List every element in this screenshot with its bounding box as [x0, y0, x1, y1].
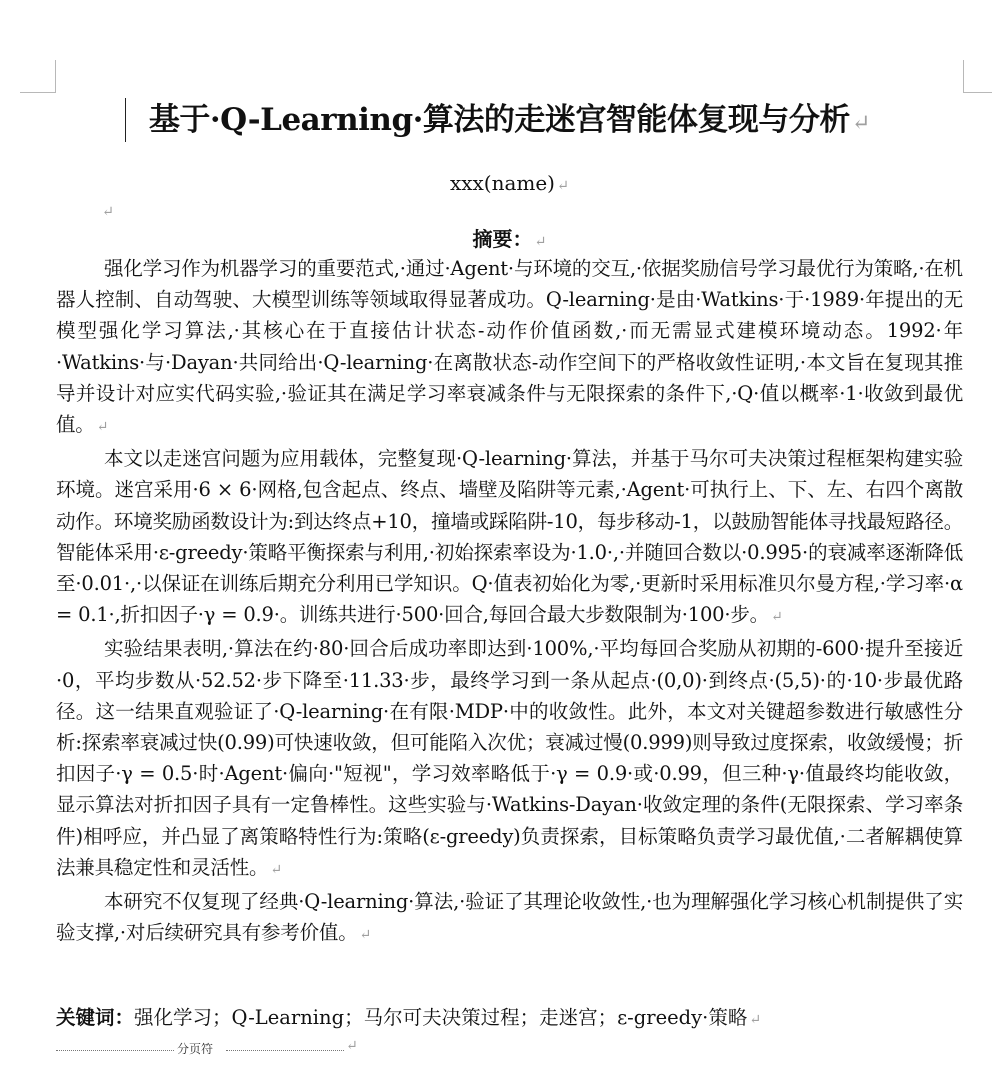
text-cursor — [125, 98, 126, 142]
paragraph-mark-icon: ↵ — [359, 927, 372, 944]
page-break-label: 分页符 — [177, 1042, 214, 1056]
keywords-label: 关键词： — [56, 1006, 135, 1029]
author-line[interactable] — [56, 168, 963, 201]
paragraph-mark-icon: ↵ — [749, 1012, 762, 1028]
page-break-line-left — [56, 1050, 174, 1051]
paragraph-mark-icon: ↵ — [557, 178, 570, 194]
page-break-line-right — [226, 1050, 344, 1051]
paragraph-mark-icon: ↵ — [270, 861, 282, 878]
abstract-paragraph-3[interactable] — [56, 633, 963, 886]
abstract-body — [56, 253, 963, 951]
keywords-line[interactable] — [56, 1002, 963, 1036]
abstract-heading-text: 摘要： — [472, 227, 533, 251]
paragraph-mark-icon: ↵ — [346, 1038, 358, 1054]
paragraph-text: 本研究不仅复现了经典·Q-learning·算法,·验证了其理论收敛性,·也为理解强化学习核心机制提供了实验支撑,·对后续研究具有参考价值。 — [56, 890, 963, 945]
page-break[interactable] — [56, 1040, 356, 1058]
paragraph-mark-icon: ↵ — [96, 419, 109, 436]
paragraph-text: 本文以走迷宫问题为应用载体，完整复现·Q-learning·算法，并基于马尔可夫决策过程框架构建实验环境。迷宫采用·6 × 6·网格,包含起点、终点、墙壁及陷阱等元素,·Agent·可执行上、下、左、右四个离散动作。环境奖励函数设计为:到达终点+10，撞墙或踩陷阱-10，每步移动-1，以鼓励智能体寻找最短路径。智能体采用·ε-greedy·策略平衡探索与利用,·初始探索率设为·1.0·,·并随回合数以·0.995·的衰减率逐渐降低至·0.01·,·以保证在训练后期充分利用已学知识。Q·值表初始化为零,·更新时采用标准贝尔曼方程,·学习率·α = 0.1·,折扣因子·γ = 0.9·。训练共进行·500·回合,每回合最大步数限制为·100·步。 — [56, 447, 963, 627]
crop-mark-top-left — [20, 60, 56, 93]
crop-mark-top-right — [963, 60, 992, 93]
abstract-paragraph-2[interactable] — [56, 443, 963, 633]
paragraph-mark-icon: ↵ — [770, 609, 783, 626]
paragraph-text: 强化学习作为机器学习的重要范式,·通过·Agent·与环境的交互,·依据奖励信号学习最优行为策略,·在机器人控制、自动驾驶、大模型训练等领域取得显著成功。Q-learning·是由·Watkins·于·1989·年提出的无模型强化学习算法,·其核心在于直接估计状态-动作价值函数,·而无需显式建模环境动态。1992·年·Watkins·与·Dayan·共同给出·Q-learning·在离散状态-动作空间下的严格收敛性证明,·本文旨在复现其推导并设计对应实代码实验,·验证其在满足学习率衰减条件与无限探索的条件下,·Q·值以概率·1·收敛到最优值。 — [56, 257, 963, 437]
title-text: 基于·Q-Learning·算法的走迷宫智能体复现与分析 — [148, 102, 850, 138]
empty-paragraph[interactable] — [100, 196, 114, 225]
paragraph-mark-icon: ↵ — [534, 234, 547, 250]
paragraph-text: 实验结果表明,·算法在约·80·回合后成功率即达到·100%,·平均每回合奖励从初期的-600·提升至接近·0，平均步数从·52.52·步下降至·11.33·步，最终学习到一条从起点·(0,0)·到终点·(5,5)·的·10·步最优路径。这一结果直观验证了·Q-learning·在有限·MDP·中的收敛性。此外，本文对关键超参数进行敏感性分析:探索率衰减过快(0.99)可快速收敛，但可能陷入次优；衰减过慢(0.999)则导致过度探索，收敛缓慢；折扣因子·γ = 0.5·时·Agent·偏向·"短视"，学习效率略低于·γ = 0.9·或·0.99，但三种·γ·值最终均能收敛，显示算法对折扣因子具有一定鲁棒性。这些实验与·Watkins-Dayan·收敛定理的条件(无限探索、学习率条件)相呼应，并凸显了离策略特性行为:策略(ε-greedy)负责探索，目标策略负责学习最优值,·二者解耦使算法兼具稳定性和灵活性。 — [56, 637, 963, 879]
paragraph-mark-icon: ↵ — [102, 204, 115, 220]
author-text: xxx(name) — [449, 171, 555, 195]
document-title[interactable] — [56, 98, 963, 145]
paragraph-mark-icon: ↵ — [851, 110, 871, 136]
abstract-paragraph-4[interactable] — [56, 886, 963, 951]
keywords-text: 强化学习；Q-Learning；马尔可夫决策过程；走迷宫；ε-greedy·策略 — [134, 1006, 748, 1029]
abstract-paragraph-1[interactable] — [56, 253, 963, 443]
